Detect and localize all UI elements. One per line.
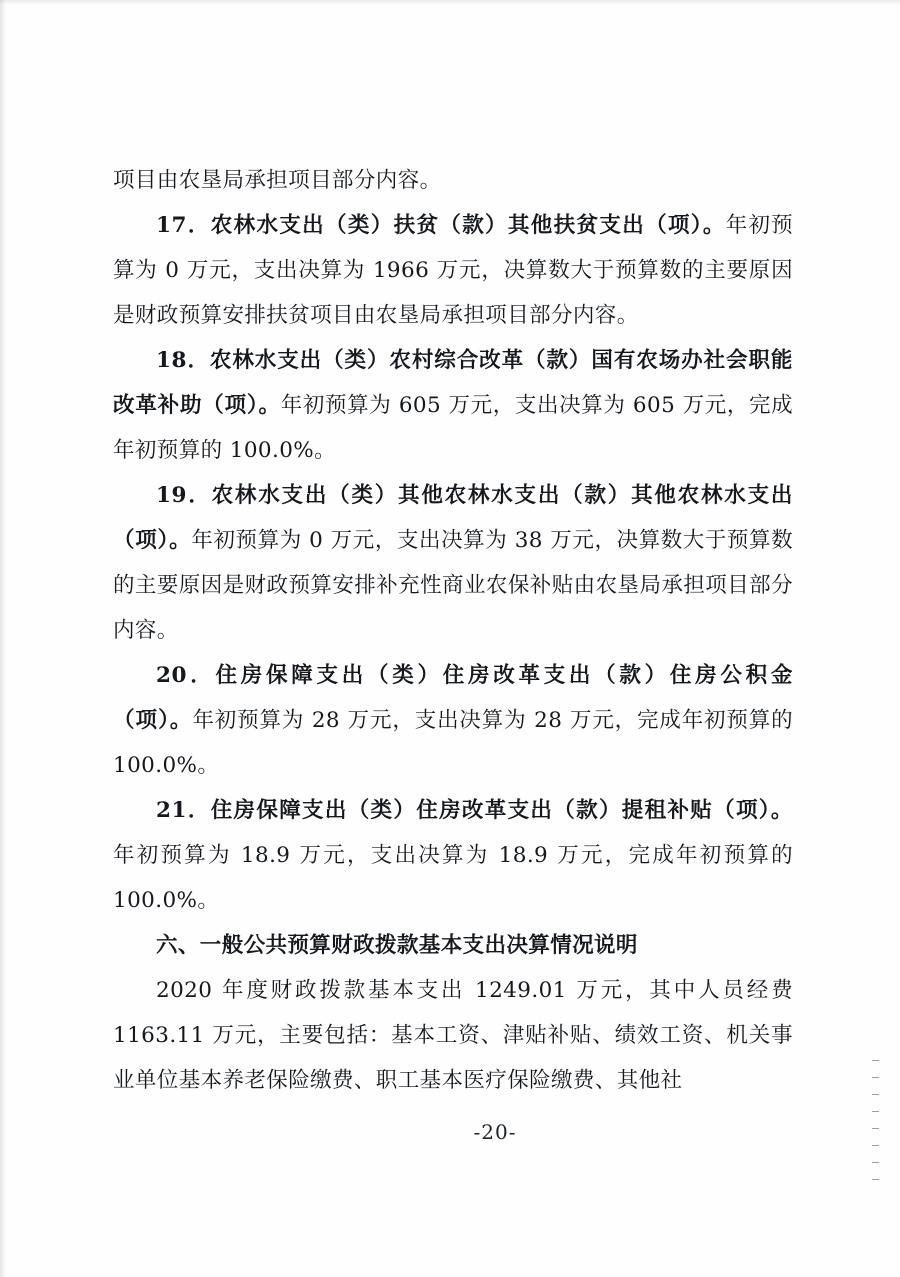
paragraph-item-18 <box>113 338 793 473</box>
paragraph-item-20 <box>113 653 793 788</box>
section-heading-six: 六、一般公共预算财政拨款基本支出决算情况说明 <box>156 933 638 958</box>
paragraph-lead-17: 17．农林水支出（类）扶贫（款）其他扶贫支出（项）。 <box>156 213 726 238</box>
paragraph-lead-20: 20．住房保障支出（类）住房改革支出（款）住房公积金（项）。 <box>113 663 793 733</box>
page-number <box>0 1120 900 1144</box>
page-number-text: -20- <box>473 1120 517 1144</box>
paragraph-lead-21: 21．住房保障支出（类）住房改革支出（款）提租补贴（项）。 <box>156 798 793 823</box>
paragraph-text-19: 年初预算为 0 万元，支出决算为 38 万元，决算数大于预算数的主要原因是财政预算安排补充性商业农保补贴由农垦局承担项目部分内容。 <box>113 528 793 643</box>
paragraph-item-17 <box>113 203 793 338</box>
paragraph-text-17: 年初预算为 0 万元，支出决算为 1966 万元，决算数大于预算数的主要原因是财政预算安排扶贫项目由农垦局承担项目部分内容。 <box>113 213 794 328</box>
paragraph-text: 项目由农垦局承担项目部分内容。 <box>113 168 442 193</box>
paragraph-closing: 2020 年度财政拨款基本支出 1249.01 万元，其中人员经费 1163.11 万元，主要包括：基本工资、津贴补贴、绩效工资、机关事业单位基本养老保险缴费、职工基本医疗保险缴费、其他社 <box>113 978 793 1093</box>
paragraph-text-21: 年初预算为 18.9 万元，支出决算为 18.9 万元，完成年初预算的 100.0%。 <box>113 843 793 913</box>
paragraph-item-19 <box>113 473 793 653</box>
paragraph-lead-19: 19．农林水支出（类）其他农林水支出（款）其他农林水支出（项）。 <box>113 483 793 553</box>
page-body <box>113 158 793 1103</box>
paragraph-continuation <box>113 158 793 203</box>
page-edge-shadow-left <box>0 0 6 1277</box>
paragraph-text-20: 年初预算为 28 万元，支出决算为 28 万元，完成年初预算的 100.0%。 <box>113 708 793 778</box>
paragraph-lead-18: 18．农林水支出（类）农村综合改革（款）国有农场办社会职能改革补助（项）。 <box>113 348 793 418</box>
paragraph-text-18: 年初预算为 605 万元，支出决算为 605 万元，完成年初预算的 100.0%。 <box>113 393 793 463</box>
paragraph-item-21 <box>113 788 793 923</box>
page-edge-shadow-top <box>0 0 900 5</box>
margin-tick-marks <box>872 1060 882 1250</box>
